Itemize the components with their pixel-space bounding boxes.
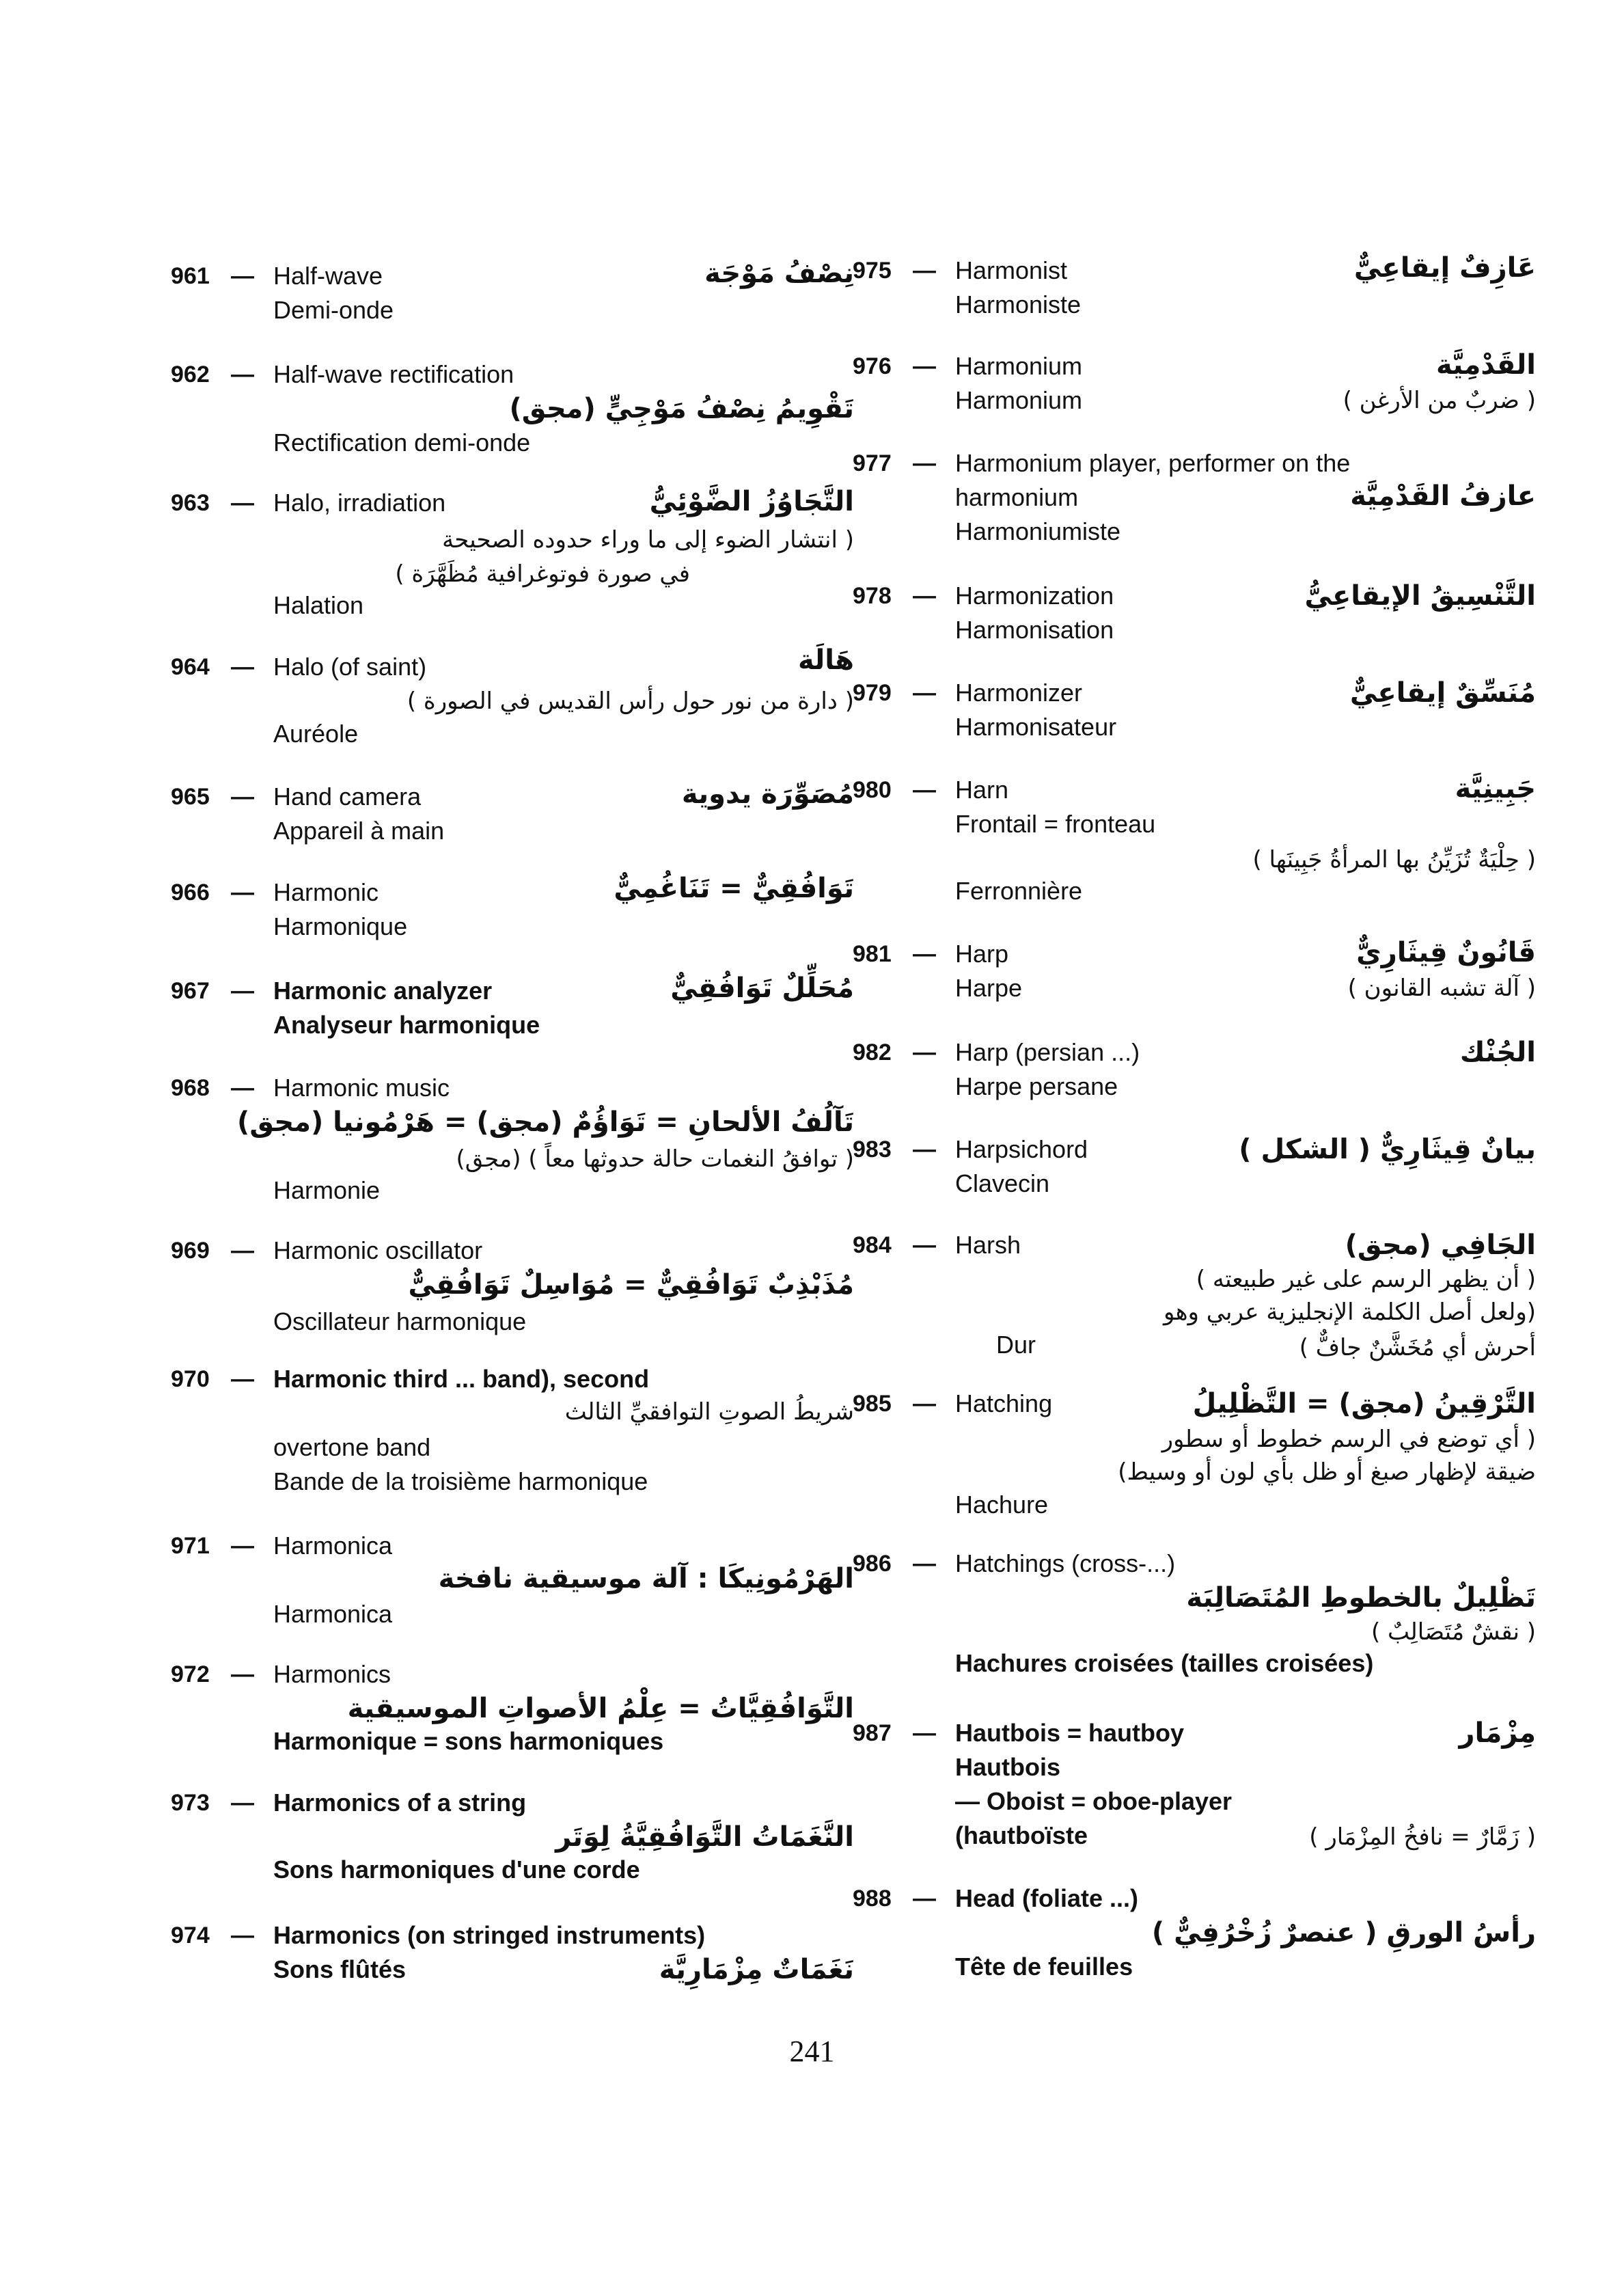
entry-english-cont: harmonium [955,483,1079,511]
entry-arabic: نَغَمَاتٌ مِزْمَارِيَّة [659,1954,854,1985]
entry-arabic: مُصَوِّرَة يدوية [681,778,854,810]
entry-dash: — [231,1661,254,1687]
entry-french: Dur [996,1331,1036,1359]
entry-number: 977 [853,450,892,476]
entry-english: Harsh [955,1231,1021,1259]
entry-number: 988 [853,1886,892,1912]
entry-arabic: التَّنْسِيقُ الإيقاعِيُّ [1304,580,1536,612]
entry-dash: — [231,978,254,1004]
entry-french: Auréole [273,720,359,748]
entry-french: Harmonisateur [955,713,1117,741]
entry-number: 969 [171,1238,210,1264]
entry-french: Harmonique = sons harmoniques [273,1727,664,1755]
entry-english: Harmonic oscillator [273,1236,483,1264]
entry-number: 961 [171,263,210,289]
entry-dash: — [913,941,936,967]
entry-french: Sons harmoniques d'une corde [273,1855,640,1884]
entry-dash: — [913,1232,936,1258]
entry-arabic-gloss: (ولعل أصل الكلمة الإنجليزية عربي وهو [1164,1299,1536,1326]
entry-arabic: مُنَسِّقٌ إيقاعِيٌّ [1349,677,1536,709]
entry-english: Harmonic third ... band), second [273,1365,650,1393]
entry-number: 962 [171,362,210,388]
entry-dash: — [231,784,254,810]
entry-english: Harmonics (on stringed instruments) [273,1921,706,1949]
entry-dash: — [231,1238,254,1264]
entry-arabic-gloss: ( زَمَّارٌ = نافخُ المِزْمَار ) [1309,1823,1536,1851]
entry-french: Halation [273,591,364,619]
entry-french: Harmoniste [955,290,1082,318]
entry-english: Harmonium [955,352,1083,380]
entry-number: 971 [171,1533,210,1559]
entry-number: 976 [853,353,892,379]
entry-arabic: الجَافِي (مجق) [1345,1229,1536,1261]
entry-french-cont: Ferronnière [955,877,1083,905]
entry-number: 987 [853,1720,892,1746]
entry-number: 985 [853,1391,892,1417]
entry-arabic: نِصْفُ مَوْجَة [704,258,854,289]
entry-english: Harpsichord [955,1135,1088,1163]
entry-french: Harmonique [273,912,408,940]
entry-arabic: تَآلُفُ الألحانِ = تَوَاؤُمٌ (مجق) = هَرْمُونيا (مجق) [237,1106,854,1138]
entry-arabic: هَالَة [797,644,854,676]
entry-dash: — [231,654,254,680]
entry-number: 979 [853,680,892,706]
entry-arabic: شريطُ الصوتِ التوافقيِّ الثالث [564,1398,854,1426]
entry-english: Halo (of saint) [273,653,427,681]
entry-number: 986 [853,1551,892,1577]
entry-english: Harmonization [955,582,1114,610]
entry-english: Half-wave rectification [273,360,514,388]
entry-english: Harn [955,776,1009,804]
entry-french: Frontail = fronteau [955,810,1156,838]
entry-number: 973 [171,1790,210,1816]
entry-english: Hatching [955,1389,1053,1417]
entry-number: 974 [171,1922,210,1948]
entry-number: 982 [853,1039,892,1065]
entry-dash: — [231,880,254,906]
entry-dash: — [231,490,254,516]
entry-arabic: التَّرْقِينُ (مجق) = التَّظْلِيلُ [1192,1388,1536,1419]
entry-english: Harmonic music [273,1074,450,1102]
entry-english: Hand camera [273,783,422,811]
entry-english: Harp [955,940,1009,968]
entry-arabic: مُذَبْذِبٌ تَوَافُقِيٌّ = مُوَاسِلٌ تَوَافُقِيٌّ [408,1269,854,1301]
entry-dash: — [913,450,936,476]
page-number: 241 [789,2035,835,2068]
entry-number: 972 [171,1661,210,1687]
entry-number: 981 [853,941,892,967]
entry-english: Halo, irradiation [273,489,446,517]
entry-arabic: عَازِفٌ إيقاعِيٌّ [1353,252,1536,284]
entry-french-sub: (hautboïste [955,1821,1088,1849]
entry-dash: — [231,1922,254,1948]
entry-english: Hatchings (cross-...) [955,1549,1176,1577]
entry-arabic-gloss: ( انتشار الضوء إلى ما وراء حدوده الصحيحة [442,526,854,554]
entry-number: 984 [853,1232,892,1258]
entry-french: Harmoniumiste [955,517,1121,545]
entry-arabic-gloss: ( أي توضع في الرسم خطوط أو سطور [1161,1426,1536,1453]
entry-english: Harmonic [273,878,379,906]
entry-arabic-gloss: ( توافقُ النغمات حالة حدوثها معاً ) (مجق) [456,1145,854,1173]
entry-dash: — [913,1551,936,1577]
entry-french: Harmonisation [955,616,1114,644]
entry-arabic: بيانٌ قِيثَارِيٌّ ( الشكل ) [1239,1134,1536,1165]
entry-arabic-gloss: ( ضربٌ من الأرغن ) [1343,387,1536,414]
entry-dash: — [231,263,254,289]
entry-english: Harmonizer [955,679,1083,707]
entry-dash: — [913,1039,936,1065]
entry-number: 983 [853,1137,892,1163]
entry-arabic: جَبِينِيَّة [1455,773,1536,804]
entry-arabic-gloss: ( آلة تشبه القانون ) [1347,975,1536,1002]
entry-english: Harmonist [955,256,1068,284]
entry-french: Appareil à main [273,817,445,845]
entry-dash: — [913,353,936,379]
entry-french: Hautbois [955,1753,1061,1781]
entry-english: Harmonics of a string [273,1789,527,1817]
entry-arabic: القَدْمِيَّة [1436,349,1536,381]
entry-arabic: الجُنْك [1459,1037,1536,1068]
entry-number: 975 [853,258,892,284]
entry-number: 966 [171,880,210,906]
entry-arabic-gloss: ( حِلْيَةٌ تُزَيِّنُ بها المرأةُ جَبِينَها ) [1252,846,1536,873]
entry-dash: — [913,1391,936,1417]
entry-arabic: تَوَافُقِيٌّ = تَنَاغُمِيٌّ [614,873,854,904]
entry-french: Rectification demi-onde [273,429,531,457]
entry-arabic-gloss: في صورة فوتوغرافية مُظَهَّرَة ) [395,560,690,588]
entry-number: 970 [171,1366,210,1392]
entry-dash: — [913,777,936,803]
entry-dash: — [913,258,936,284]
entry-dash: — [231,1790,254,1816]
entry-arabic: مِزْمَار [1459,1717,1536,1749]
entry-french: Harpe [955,974,1023,1002]
entry-number: 965 [171,784,210,810]
entry-french: Hachure [955,1491,1049,1519]
entry-french: Oscillateur harmonique [273,1307,527,1335]
entry-french: Clavecin [955,1169,1050,1197]
entry-arabic-gloss: ( دارة من نور حول رأس القديس في الصورة ) [407,688,854,715]
entry-french: Analyseur harmonique [273,1011,540,1039]
entry-arabic: رأسُ الورقِ ( عنصرٌ زُخْرُفِيٌّ ) [1151,1917,1536,1948]
entry-arabic-gloss: أحرش أي مُخَشَّنٌ جافٌّ ) [1299,1334,1536,1361]
entry-english: Harmonica [273,1532,393,1560]
entry-arabic-gloss: ( نقشٌ مُتَصَالِبٌ ) [1371,1618,1536,1646]
entry-number: 968 [171,1075,210,1101]
entry-dash: — [913,1137,936,1163]
entry-dash: — [913,680,936,706]
entry-number: 967 [171,978,210,1004]
entry-arabic: مُحَلِّلٌ تَوَافُقِيٌّ [670,973,854,1004]
entry-english-cont: overtone band [273,1433,431,1461]
entry-arabic-gloss: ضيقة لإظهار صبغ أو ظل بأي لون أو وسيط) [1118,1458,1536,1486]
entry-arabic: قَانُونٌ قِيثَارِيٌّ [1356,937,1536,968]
entry-dash: — [913,583,936,609]
entry-number: 980 [853,777,892,803]
entry-arabic: تَظْلِيلٌ بالخطوطِ المُتَصَالِبَة [1186,1582,1536,1614]
entry-english: Hautbois = hautboy [955,1719,1185,1747]
entry-english: Harmonics [273,1660,391,1688]
entry-arabic: عازفُ القَدْمِيَّة [1350,480,1536,512]
entry-french: Hachures croisées (tailles croisées) [955,1649,1374,1677]
entry-french: Harmonie [273,1176,381,1204]
entry-number: 963 [171,490,210,516]
entry-arabic-gloss: ( أن يظهر الرسم على غير طبيعته ) [1196,1266,1536,1293]
entry-dash: — [231,362,254,388]
entry-french: Harmonica [273,1600,393,1628]
entry-french: Tête de feuilles [955,1953,1133,1981]
entry-french: Demi-onde [273,296,394,324]
entry-dash: — [913,1720,936,1746]
entry-english: Harmonic analyzer [273,977,493,1005]
entry-english: Harp (persian ...) [955,1038,1140,1066]
entry-number: 978 [853,583,892,609]
entry-french: Harpe persane [955,1072,1118,1100]
entry-arabic: تَقْوِيمُ نِصْفُ مَوْجِيٍّ (مجق) [509,393,854,424]
entry-dash: — [231,1366,254,1392]
entry-french: Harmonium [955,386,1083,414]
entry-arabic: النَّغَمَاتُ التَّوَافُقِيَّةُ لِوَتَر [555,1821,854,1853]
entry-number: 964 [171,654,210,680]
entry-english: Harmonium player, performer on the [955,449,1351,477]
entry-dash: — [231,1533,254,1559]
entry-french: Bande de la troisième harmonique [273,1467,648,1495]
entry-dash: — [231,1075,254,1101]
entry-english-sub: — Oboist = oboe-player [955,1787,1233,1815]
entry-english: Half-wave [273,262,383,290]
entry-arabic: الهَرْمُونِيكَا : آلة موسيقية نافخة [438,1563,854,1594]
entry-english: Head (foliate ...) [955,1884,1139,1912]
entry-arabic: التَّوَافُقِيَّاتُ = عِلْمُ الأصواتِ الموسيقية [347,1693,854,1724]
entry-dash: — [913,1886,936,1912]
entry-arabic: التَّجَاوُزُ الضَّوْئِيُّ [649,486,854,517]
entry-french: Sons flûtés [273,1955,407,1983]
